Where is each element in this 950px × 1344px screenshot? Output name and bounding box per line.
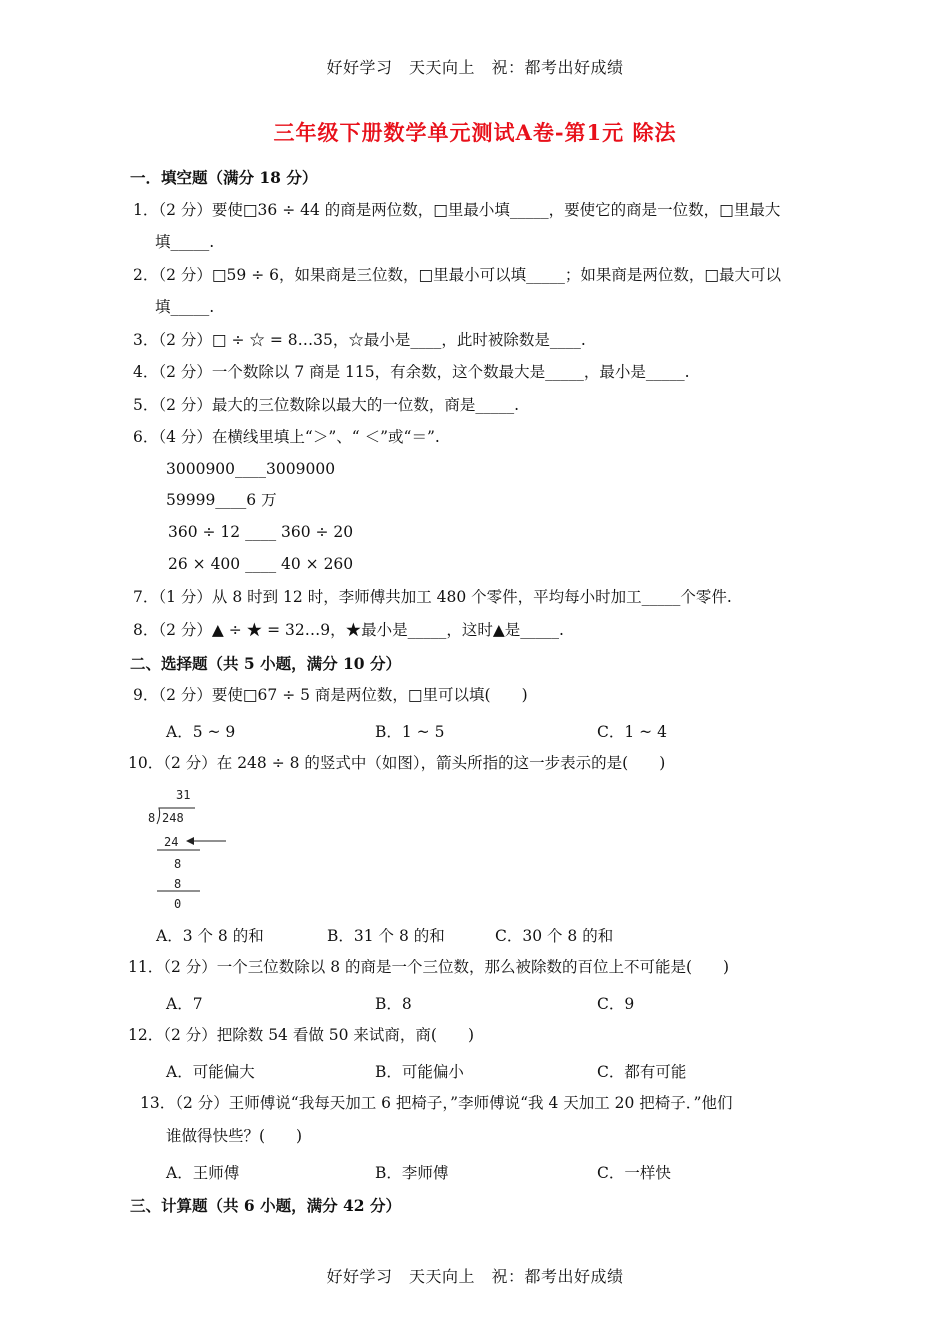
question-number: 2． xyxy=(133,266,159,284)
option-c[interactable]: C．1 ~ 4 xyxy=(597,723,667,741)
question-6 xyxy=(133,427,440,447)
question-text: （2 分）□ ÷ ☆ = 8…35，☆最小是____，此时被除数是____. xyxy=(158,331,586,349)
long-division-figure xyxy=(140,784,240,914)
question-text: （4 分）在横线里填上“＞”、“ ＜”或“＝”. xyxy=(158,428,440,446)
question-text: （2 分）王师傅说“我每天加工 6 把椅子，”李师傅说“我 4 天加工 20 把椅子．”他们 xyxy=(175,1094,733,1112)
question-text: （2 分）最大的三位数除以最大的一位数，商是_____. xyxy=(158,396,520,414)
question-number: 8． xyxy=(133,621,159,639)
question-text: （2 分）□59 ÷ 6，如果商是三位数，□里最小可以填_____；如果商是两位数，□最大可以 xyxy=(158,266,782,284)
option-b[interactable]: B．可能偏小 xyxy=(375,1063,464,1081)
compare-item-3: 360 ÷ 12 ____ 360 ÷ 20 xyxy=(168,523,354,541)
dividend: 248 xyxy=(162,811,184,825)
question-number: 10． xyxy=(128,754,164,772)
step-product-2: 8 xyxy=(174,877,182,891)
compare-item-2: 59999____6 万 xyxy=(166,491,277,509)
option-a[interactable]: A．3 个 8 的和 xyxy=(156,927,264,945)
section-choice: 二、选择题（共 5 小题，满分 10 分） xyxy=(130,654,401,673)
question-13-continued: 谁做得快些？( ) xyxy=(166,1127,303,1145)
question-8 xyxy=(133,620,564,640)
question-text: （2 分）要使□36 ÷ 44 的商是两位数，□里最小填_____，要使它的商是一位数，□里最大 xyxy=(158,201,781,219)
question-12 xyxy=(128,1025,474,1045)
question-number: 1． xyxy=(133,201,159,219)
compare-item-4: 26 × 400 ____ 40 × 260 xyxy=(168,555,354,573)
page-footer: 好好学习 天天向上 祝：都考出好成绩 xyxy=(326,1267,624,1286)
option-c[interactable]: C．都有可能 xyxy=(597,1063,687,1081)
question-number: 13． xyxy=(140,1094,176,1112)
option-c[interactable]: C．30 个 8 的和 xyxy=(495,927,614,945)
question-text: （2 分）要使□67 ÷ 5 商是两位数，□里可以填( ) xyxy=(158,686,528,704)
option-c[interactable]: C．9 xyxy=(597,995,635,1013)
option-b[interactable]: B．31 个 8 的和 xyxy=(327,927,445,945)
step-remainder: 8 xyxy=(174,857,182,871)
option-c[interactable]: C．一样快 xyxy=(597,1164,671,1182)
question-1-continued: 填_____. xyxy=(155,233,215,251)
question-number: 4． xyxy=(133,363,159,381)
question-text: （2 分）▲ ÷ ★ = 32…9，★最小是_____，这时▲是_____. xyxy=(158,621,564,639)
question-9 xyxy=(133,685,528,705)
step-product: 24 xyxy=(164,835,179,849)
question-number: 6． xyxy=(133,428,159,446)
question-1 xyxy=(133,200,780,220)
divisor: 8 xyxy=(148,811,156,825)
option-b[interactable]: B．1 ~ 5 xyxy=(375,723,445,741)
question-text: （2 分）在 248 ÷ 8 的竖式中（如图），箭头所指的这一步表示的是( ) xyxy=(163,754,666,772)
option-a[interactable]: A．7 xyxy=(166,995,203,1013)
question-7 xyxy=(133,587,732,607)
option-a[interactable]: A．王师傅 xyxy=(166,1164,240,1182)
question-2-continued: 填_____. xyxy=(155,298,215,316)
section-fill-in: 一．填空题（满分 18 分） xyxy=(130,168,318,187)
question-5 xyxy=(133,395,519,415)
option-b[interactable]: B．李师傅 xyxy=(375,1164,449,1182)
option-a[interactable]: A．5 ~ 9 xyxy=(166,723,236,741)
question-3 xyxy=(133,330,586,350)
page-header: 好好学习 天天向上 祝：都考出好成绩 xyxy=(326,58,624,77)
question-number: 11． xyxy=(128,958,164,976)
question-number: 3． xyxy=(133,331,159,349)
question-number: 9． xyxy=(133,686,159,704)
question-number: 12． xyxy=(128,1026,164,1044)
question-13 xyxy=(140,1093,732,1113)
section-calculation: 三、计算题（共 6 小题，满分 42 分） xyxy=(130,1196,401,1215)
option-b[interactable]: B．8 xyxy=(375,995,412,1013)
question-4 xyxy=(133,362,690,382)
question-2 xyxy=(133,265,781,285)
question-number: 7． xyxy=(133,588,159,606)
question-text: （2 分）一个三位数除以 8 的商是一个三位数，那么被除数的百位上不可能是( ) xyxy=(163,958,730,976)
compare-item-1: 3000900____3009000 xyxy=(166,460,336,478)
quotient: 31 xyxy=(176,788,191,802)
final-remainder: 0 xyxy=(174,897,182,911)
arrow-icon xyxy=(186,837,194,845)
question-text: （1 分）从 8 时到 12 时，李师傅共加工 480 个零件，平均每小时加工_____个零件. xyxy=(158,588,732,606)
page-title: 三年级下册数学单元测试A卷-第1元 除法 xyxy=(273,120,677,145)
question-text: （2 分）一个数除以 7 商是 115，有余数，这个数最大是_____，最小是_____. xyxy=(158,363,690,381)
question-text: （2 分）把除数 54 看做 50 来试商，商( ) xyxy=(163,1026,475,1044)
question-11 xyxy=(128,957,729,977)
question-number: 5． xyxy=(133,396,159,414)
question-10 xyxy=(128,753,665,773)
option-a[interactable]: A．可能偏大 xyxy=(166,1063,255,1081)
